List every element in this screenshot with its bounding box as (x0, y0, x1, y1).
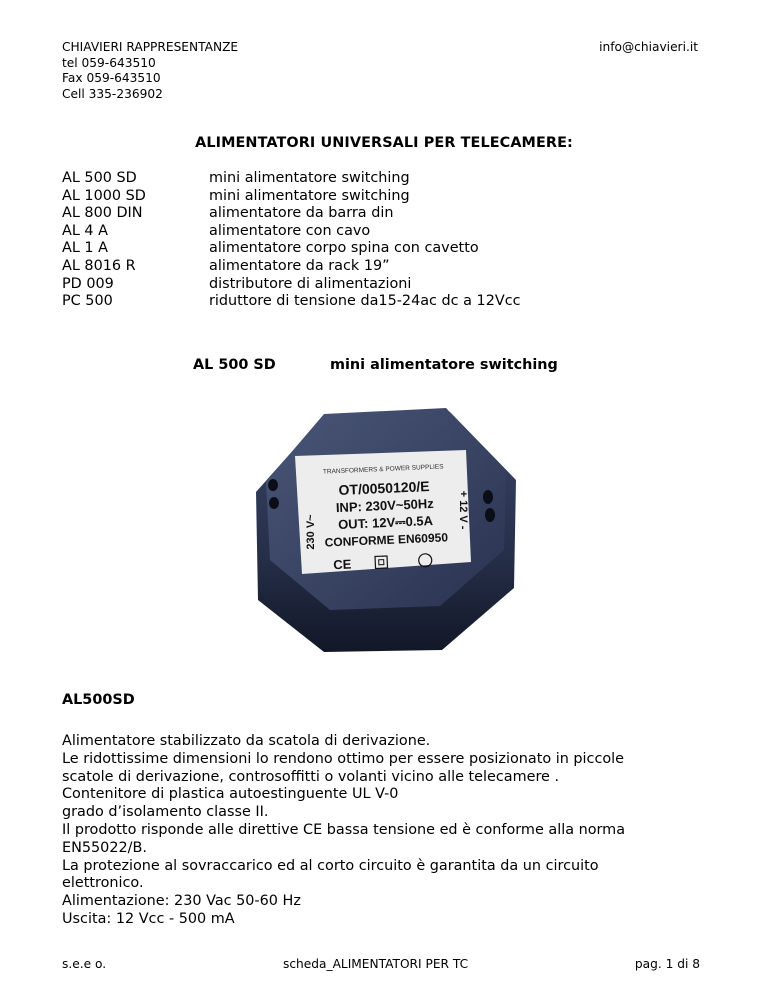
page-title: ALIMENTATORI UNIVERSALI PER TELECAMERE: (195, 135, 573, 151)
product-desc: distributore di alimentazioni (209, 275, 412, 292)
label-brand: TRANSFORMERS & POWER SUPPLIES (322, 463, 444, 476)
footer-left: s.e.e o. (62, 957, 107, 971)
screw-hole-right (485, 508, 495, 522)
product-list (62, 170, 521, 311)
description-line: scatole di derivazione, controsoffitti o volanti vicino alle telecamere . (62, 768, 560, 785)
product-desc: riduttore di tensione da15-24ac dc a 12Vcc (209, 293, 521, 310)
product-desc: mini alimentatore switching (209, 187, 410, 204)
company-cell: Cell 335-236902 (62, 86, 163, 101)
description-line: La protezione al sovraccarico ed al corto circuito è garantita da un circuito (62, 857, 599, 874)
description-line: Alimentatore stabilizzato da scatola di derivazione. (62, 733, 431, 749)
footer-page-number: pag. 1 di 8 (634, 957, 700, 971)
description-line: elettronico. (62, 875, 144, 892)
label-input: INP: 230V~50Hz (335, 495, 435, 516)
screw-hole-left (269, 497, 279, 509)
product-row (62, 293, 521, 311)
product-desc: alimentatore con cavo (209, 222, 371, 239)
description-line: Alimentazione: 230 Vac 50-60 Hz (62, 893, 301, 910)
description-line: grado d’isolamento classe II. (62, 804, 269, 821)
product-row (62, 240, 521, 258)
company-email: info@chiavieri.it (599, 40, 698, 54)
company-header (62, 40, 238, 102)
screw-hole-left (268, 479, 278, 491)
product-row (62, 223, 521, 241)
description-line: Uscita: 12 Vcc - 500 mA (62, 910, 235, 927)
product-row (62, 170, 521, 188)
product-row (62, 276, 521, 294)
description-line: EN55022/B. (62, 839, 147, 856)
product-code: AL 500 SD (62, 170, 137, 186)
product-row (62, 258, 521, 276)
footer-document-name: scheda_ALIMENTATORI PER TC (283, 957, 469, 971)
company-name: CHIAVIERI RAPPRESENTANZE (62, 40, 239, 54)
label-left-side: 230 V~ (305, 514, 317, 550)
product-row (62, 205, 521, 223)
product-code: PC 500 (62, 293, 113, 310)
label-output: OUT: 12V⎓0.5A (337, 512, 434, 533)
section-product-desc: mini alimentatore switching (330, 357, 558, 373)
product-code: PD 009 (62, 275, 114, 292)
product-desc: mini alimentatore switching (209, 170, 410, 186)
product-photo (250, 400, 520, 655)
product-description (62, 733, 722, 929)
screw-hole-right (483, 490, 493, 504)
description-line: Le ridottissime dimensioni lo rendono ottimo per essere posizionato in piccole (62, 750, 625, 767)
model-heading: AL500SD (62, 692, 135, 708)
product-desc: alimentatore da barra din (209, 205, 394, 222)
product-desc: alimentatore corpo spina con cavetto (209, 240, 479, 257)
label-right-side: + 12 V - (457, 490, 469, 530)
company-fax: Fax 059-643510 (62, 71, 161, 85)
description-line: Contenitore di plastica autoestinguente UL V-0 (62, 786, 399, 803)
product-code: AL 800 DIN (62, 205, 143, 222)
label-model: OT/0050120/E (338, 478, 430, 498)
company-tel: tel 059-643510 (62, 55, 156, 70)
label-ce-mark: CE (332, 556, 352, 573)
section-product-code: AL 500 SD (193, 357, 276, 373)
product-row (62, 188, 521, 206)
description-line: Il prodotto risponde alle direttive CE bassa tensione ed è conforme alla norma (62, 821, 626, 838)
product-code: AL 1 A (62, 240, 109, 257)
product-code: AL 1000 SD (62, 187, 146, 204)
product-code: AL 4 A (62, 222, 109, 239)
product-desc: alimentatore da rack 19” (209, 257, 390, 274)
product-code: AL 8016 R (62, 257, 136, 274)
label-conform: CONFORME EN60950 (324, 530, 449, 550)
